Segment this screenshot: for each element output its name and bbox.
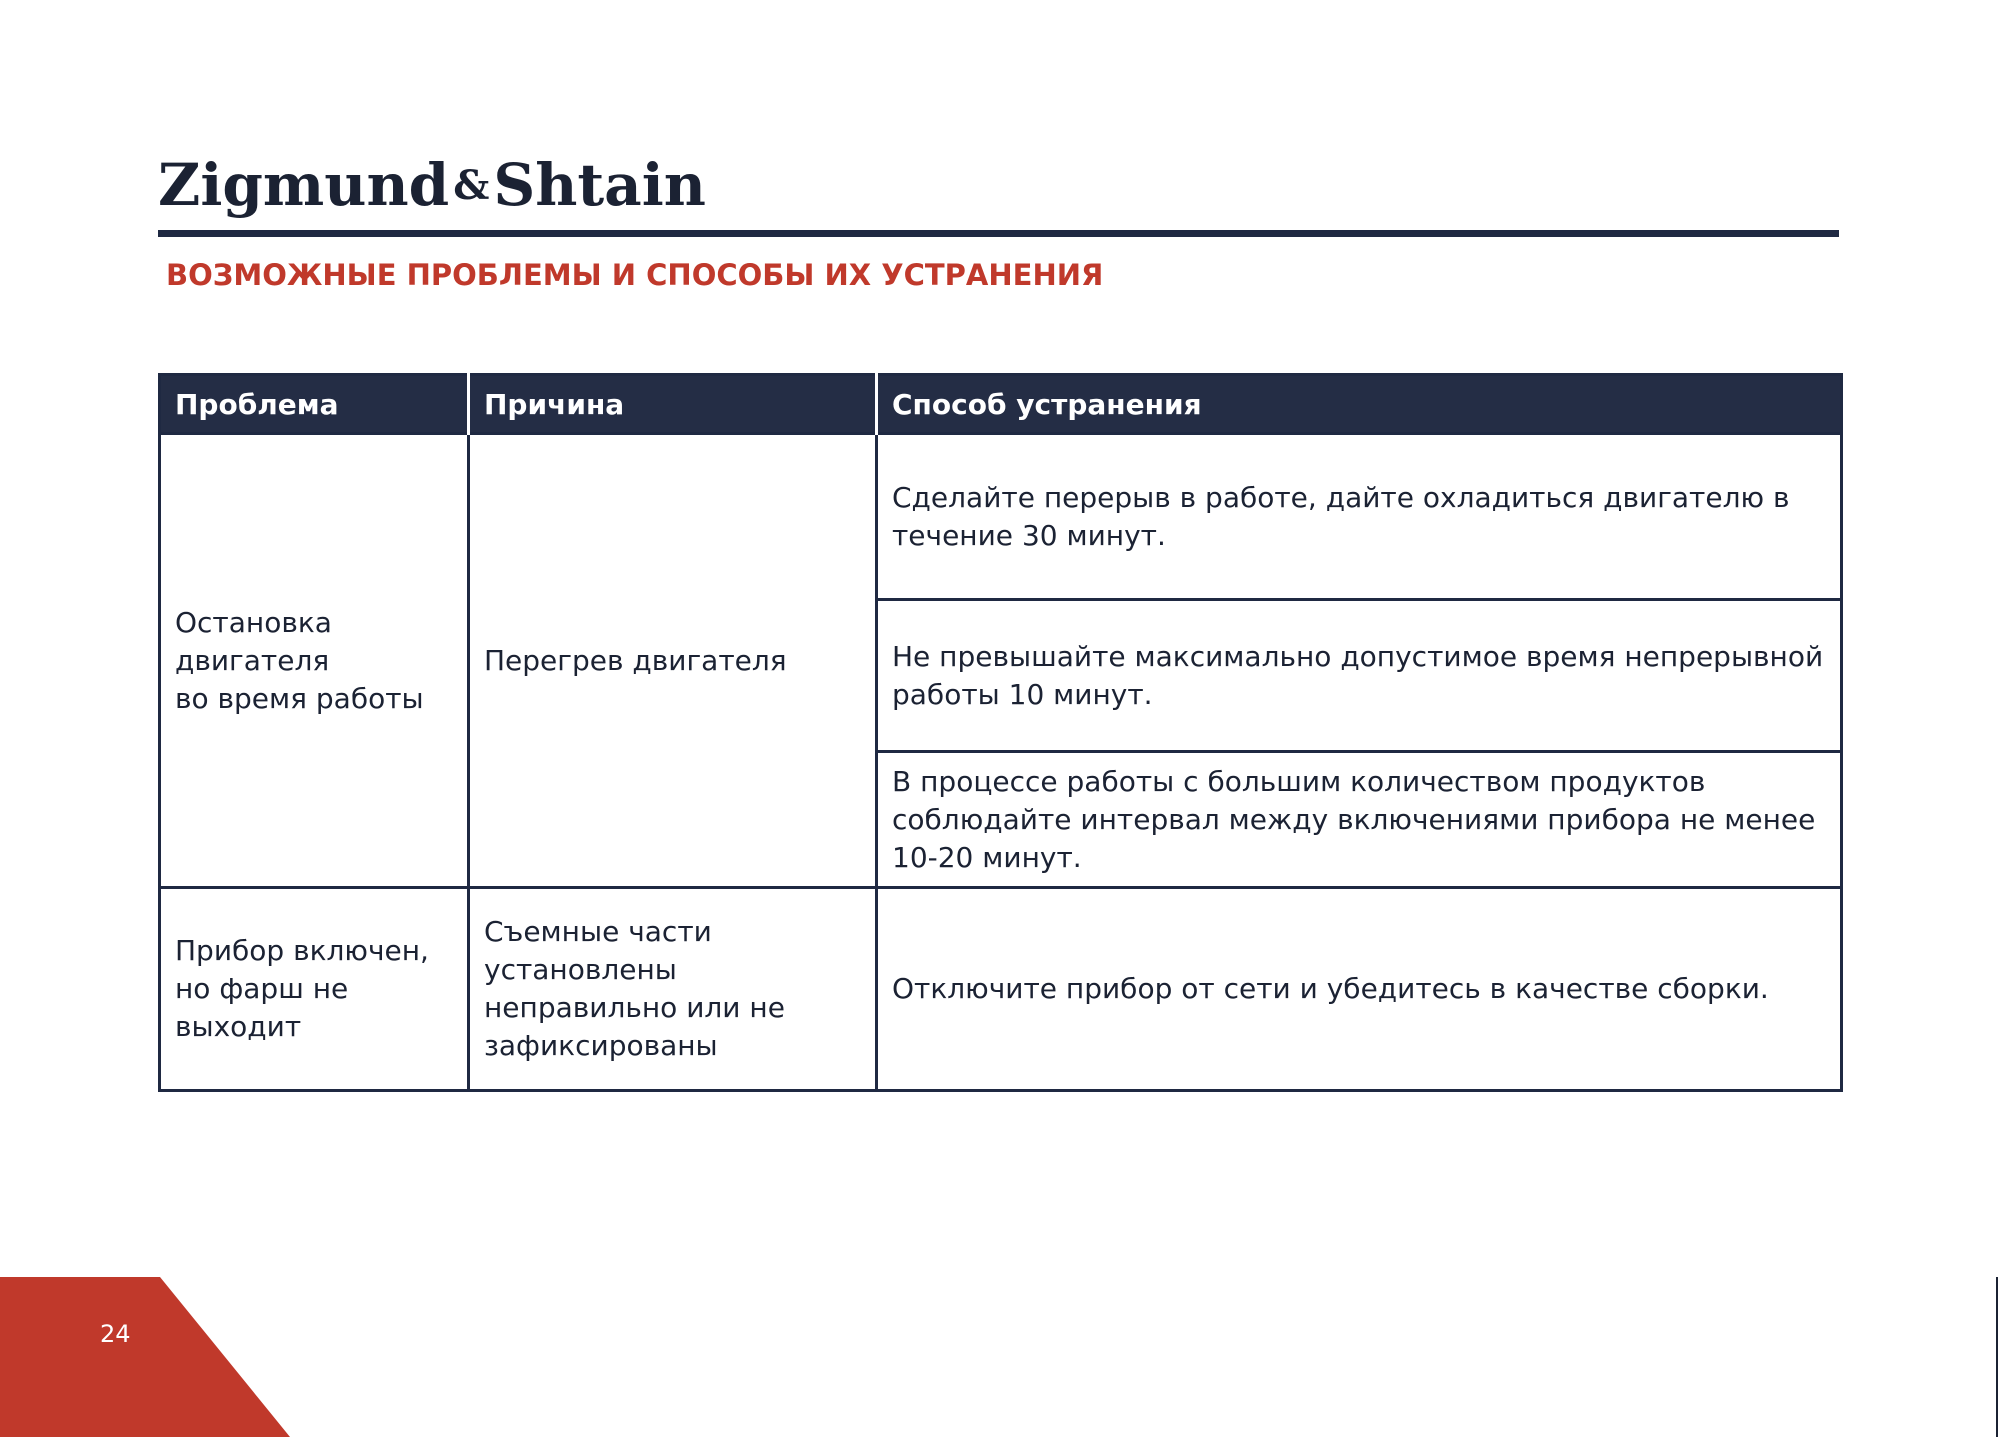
header-problem: Проблема (160, 375, 469, 434)
page-number: 24 (100, 1320, 131, 1348)
header-solution: Способ устранения (877, 375, 1842, 434)
table-header-row (160, 375, 1842, 434)
troubleshooting-table (158, 373, 1843, 1092)
header-divider (158, 230, 1839, 237)
table-row (160, 888, 1842, 1091)
solution-cell: В процессе работы с большим количеством продуктов соблюдайте интервал между включениями прибора не менее 10-20 минут. (877, 752, 1842, 888)
header-cause: Причина (469, 375, 877, 434)
logo-ampersand: & (453, 162, 490, 209)
solution-cell: Сделайте перерыв в работе, дайте охладиться двигателю в течение 30 минут. (877, 434, 1842, 600)
table-row (160, 434, 1842, 600)
page-corner-decoration (0, 1277, 290, 1437)
cause-cell: Съемные части установлены неправильно или не зафиксированы (469, 888, 877, 1091)
section-title: ВОЗМОЖНЫЕ ПРОБЛЕМЫ И СПОСОБЫ ИХ УСТРАНЕНИЯ (166, 258, 1104, 292)
logo-text-left: Zigmund (158, 151, 450, 219)
problem-cell: Остановка двигателя во время работы (160, 434, 469, 888)
brand-logo (158, 150, 706, 221)
logo-text-right: Shtain (493, 151, 706, 219)
problem-cell: Прибор включен, но фарш не выходит (160, 888, 469, 1091)
cause-cell: Перегрев двигателя (469, 434, 877, 888)
solution-cell: Не превышайте максимально допустимое время непрерывной работы 10 минут. (877, 600, 1842, 752)
page-edge-line (1996, 1277, 1998, 1437)
solution-cell: Отключите прибор от сети и убедитесь в качестве сборки. (877, 888, 1842, 1091)
